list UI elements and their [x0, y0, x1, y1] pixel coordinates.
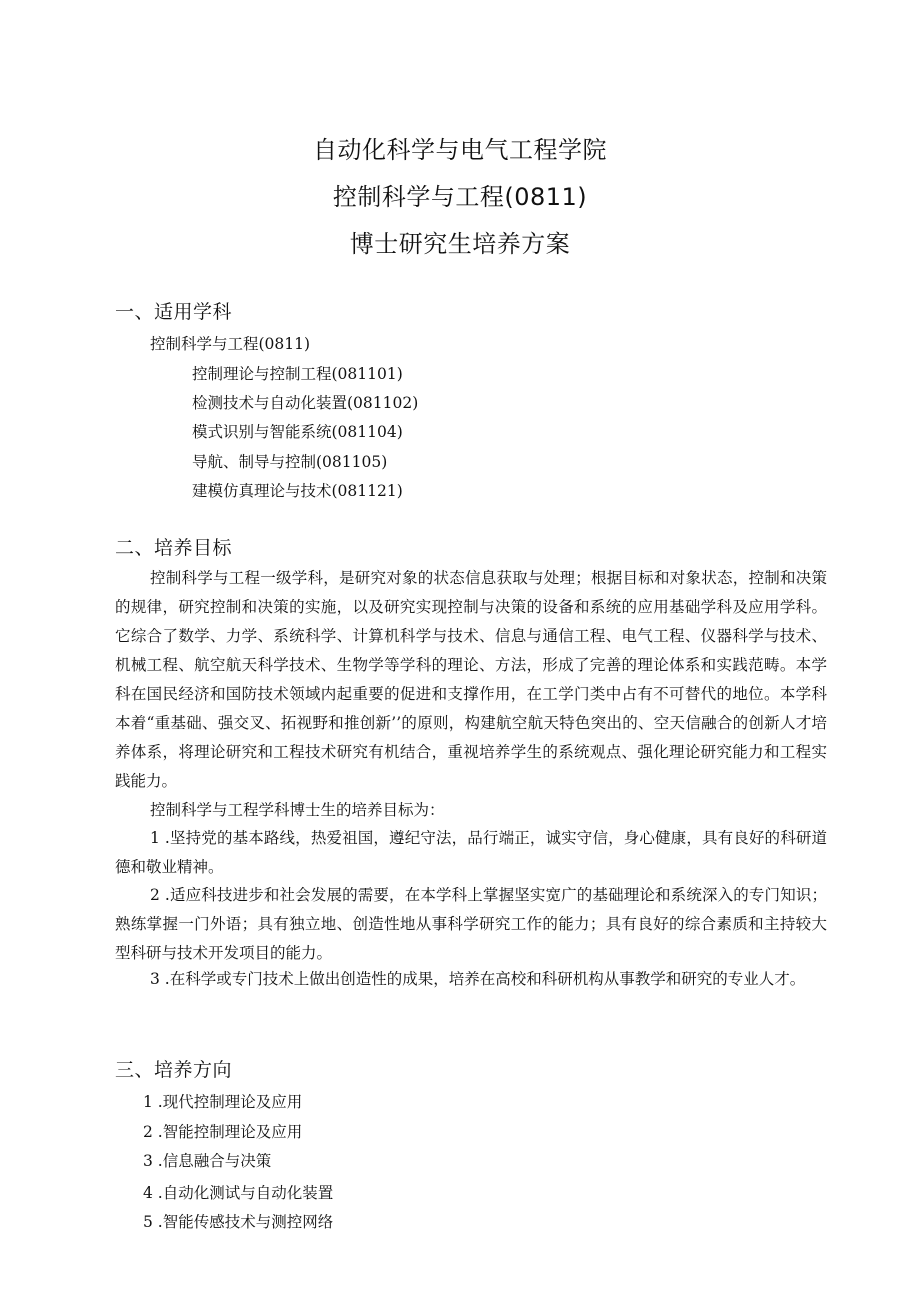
sub-discipline-item: 检测技术与自动化装置(081102) — [192, 394, 419, 412]
sub-discipline-item: 导航、制导与控制(081105) — [192, 453, 388, 471]
goal-item-text: 1 .坚持党的基本路线，热爱祖国，遵纪守法，品行端正，诚实守信，身心健康，具有良好的科研道德和敬业精神。 — [115, 829, 827, 876]
goal-item-text: 3 .在科学或专门技术上做出创造性的成果，培养在高校和科研机构从事教学和研究的专业人才。 — [150, 970, 806, 988]
section-heading-training-goals: 二、培养目标 — [115, 537, 233, 559]
plan-title: 博士研究生培养方案 — [349, 230, 571, 258]
goal-item-text: 2 .适应科技进步和社会发展的需要，在本学科上掌握坚实宽广的基础理论和系统深入的专门知识；熟练掌握一门外语；具有独立地、创造性地从事科学研究工作的能力；具有良好的综合素质和主持较大型科研与技术开发项目的能力。 — [115, 886, 827, 962]
training-goals-intro-paragraph — [115, 564, 827, 796]
section-heading-training-directions: 三、培养方向 — [115, 1059, 233, 1081]
direction-item: 1 .现代控制理论及应用 — [143, 1093, 303, 1111]
intro-text: 控制科学与工程一级学科，是研究对象的状态信息获取与处理；根据目标和对象状态，控制和决策的规律，研究控制和决策的实施，以及研究实现控制与决策的设备和系统的应用基础学科及应用学科。它综合了数学、力学、系统科学、计算机科学与技术、信息与通信工程、电气工程、仪器科学与技术、机械工程、航空航天科学技术、生物学等学科的理论、方法，形成了完善的理论体系和实践范畴。本学科在国民经济和国防技术领域内起重要的促进和支撑作用，在工学门类中占有不可替代的地位。本学科本着“重基础、强交叉、拓视野和推创新’’的原则，构建航空航天特色突出的、空天信融合的创新人才培养体系，将理论研究和工程技术研究有机结合，重视培养学生的系统观点、强化理论研究能力和工程实践能力。 — [115, 569, 827, 790]
direction-item: 4 .自动化测试与自动化装置 — [143, 1184, 334, 1202]
direction-item: 3 .信息融合与决策 — [143, 1152, 272, 1170]
goal-lead-paragraph — [115, 796, 827, 825]
goal-item — [115, 824, 827, 882]
sub-discipline-item: 模式识别与智能系统(081104) — [192, 423, 403, 441]
sub-discipline-item: 建模仿真理论与技术(081121) — [192, 482, 403, 500]
college-title: 自动化科学与电气工程学院 — [313, 136, 607, 164]
sub-discipline-item: 控制理论与控制工程(081101) — [192, 365, 403, 383]
section-heading-applicable-discipline: 一、适用学科 — [115, 301, 233, 323]
direction-item: 2 .智能控制理论及应用 — [143, 1123, 303, 1141]
discipline-item: 控制科学与工程(0811) — [150, 335, 311, 353]
direction-item: 5 .智能传感技术与测控网络 — [143, 1213, 334, 1231]
goal-lead-text: 控制科学与工程学科博士生的培养目标为： — [150, 801, 445, 819]
program-title: 控制科学与工程(0811) — [332, 183, 588, 211]
goal-item — [115, 965, 827, 994]
goal-item — [115, 881, 827, 968]
